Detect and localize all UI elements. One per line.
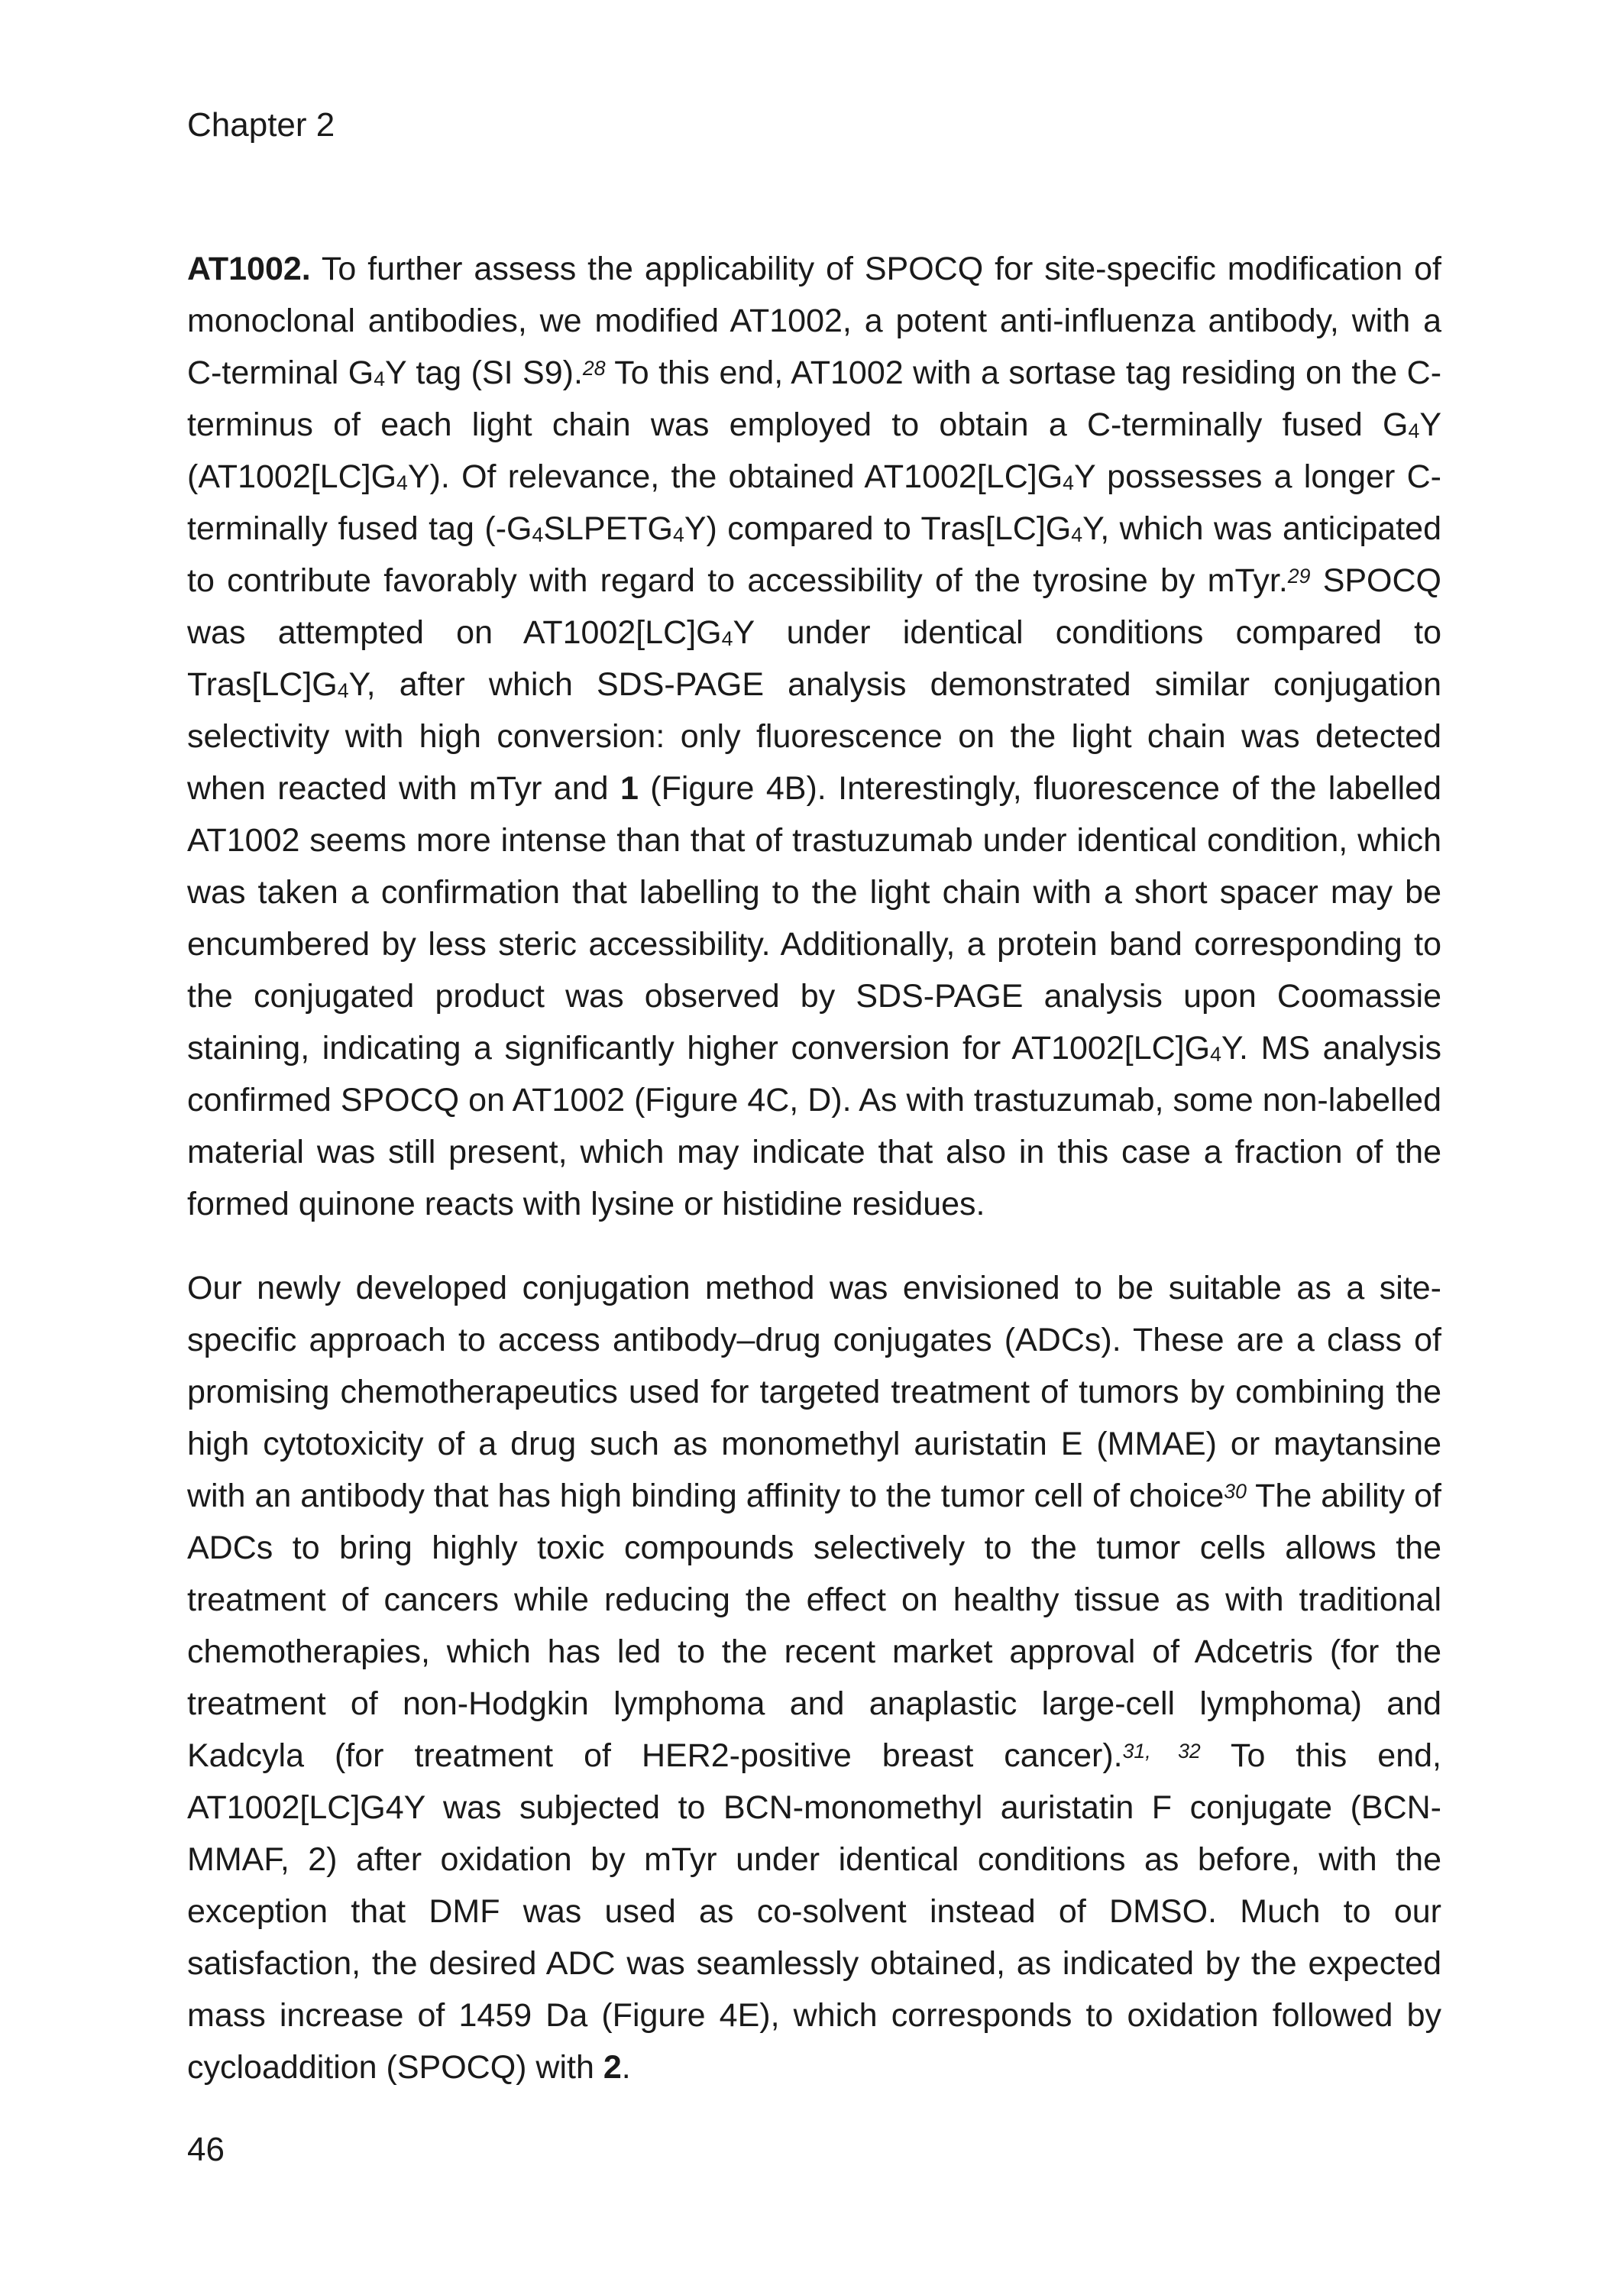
text-segment: Y. MS analysis confirmed SPOCQ on AT1002 (Figure 4C, D). As with trastuzumab, some non-labelled material was still present, which may indicate that also in this case a fraction of the formed quinone reacts with lysine or histidine residues.	[187, 1030, 1441, 1222]
text-segment: 28	[582, 356, 606, 380]
text-segment: Y tag (SI S9).	[385, 354, 583, 391]
text-segment: .	[621, 2049, 631, 2086]
text-segment: 4	[672, 523, 684, 547]
text-segment: Our newly developed conjugation method was envisioned to be suitable as a site-specific approach to access antibody–drug conjugates (ADCs). These are a class of promising chemotherapeutics used for targeted treatment of tumors by combining the high cytotoxicity of a drug such as monomethyl auristatin E (MMAE) or maytansine with an antibody that has high binding affinity to the tumor cell of choice	[187, 1270, 1441, 1514]
text-segment: SPOCQ was attempted on AT1002[LC]G	[187, 562, 1442, 651]
text-segment: 29	[1287, 564, 1311, 588]
text-segment: 4	[1071, 523, 1083, 547]
text-segment: 1	[620, 770, 639, 807]
text-segment: To further assess the applicability of SPOCQ for site-specific modification of monoclonal antibodies, we modified AT1002, a potent anti-influenza antibody, with a C-terminal G	[187, 251, 1441, 391]
chapter-header: Chapter 2	[187, 106, 335, 144]
text-segment: 4	[532, 523, 544, 547]
text-segment: 4	[1063, 471, 1074, 495]
text-segment: Y, which was anticipated to contribute favorably with regard to accessibility of the tyrosine by mTyr.	[187, 510, 1441, 599]
body-content	[187, 243, 1441, 2125]
text-segment: 4	[1408, 419, 1420, 443]
text-segment: SLPETG	[543, 510, 673, 547]
body-paragraph-2	[187, 1262, 1441, 2093]
text-segment: 30	[1224, 1479, 1247, 1503]
text-segment: Y possesses a longer C-terminally fused tag (-G	[187, 458, 1441, 547]
text-segment: 4	[721, 627, 733, 651]
text-segment: Y under identical conditions compared to Tras[LC]G	[187, 614, 1441, 703]
text-segment: Y). Of relevance, the obtained AT1002[LC]G	[407, 458, 1063, 495]
text-segment: 31, 32	[1122, 1739, 1201, 1763]
text-segment: The ability of ADCs to bring highly toxic compounds selectively to the tumor cells allows the treatment of cancers while reducing the effect on healthy tissue as with traditional chemotherapies, which has led to the recent market approval of Adcetris (for the treatment of non-Hodgkin lymphoma and anaplastic large-cell lymphoma) and Kadcyla (for treatment of HER2-positive breast cancer).	[187, 1478, 1441, 1774]
text-segment: 4	[337, 679, 349, 703]
text-segment: Y (AT1002[LC]G	[187, 406, 1441, 495]
text-segment: To this end, AT1002[LC]G4Y was subjected to BCN-monomethyl auristatin F conjugate (BCN-MMAF, 2) after oxidation by mTyr under identical conditions as before, with the exception that DMF was used as co-solvent instead of DMSO. Much to our satisfaction, the desired ADC was seamlessly obtained, as indicated by the expected mass increase of 1459 Da (Figure 4E), which corresponds to oxidation followed by cycloaddition (SPOCQ) with	[187, 1737, 1441, 2086]
text-segment: 2	[603, 2049, 622, 2086]
text-segment: To this end, AT1002 with a sortase tag residing on the C-terminus of each light chain was employed to obtain a C-terminally fused G	[187, 354, 1442, 443]
text-segment: 4	[396, 471, 408, 495]
text-segment: AT1002.	[187, 251, 311, 287]
text-segment: 4	[1210, 1043, 1221, 1067]
text-segment: Y) compared to Tras[LC]G	[684, 510, 1072, 547]
text-segment: 4	[374, 367, 386, 391]
page-number: 46	[187, 2131, 225, 2168]
body-paragraph-1	[187, 243, 1441, 1230]
text-segment: (Figure 4B). Interestingly, fluorescence of the labelled AT1002 seems more intense than that of trastuzumab under identical condition, which was taken a confirmation that labelling to the light chain with a short spacer may be encumbered by less steric accessibility. Additionally, a protein band corresponding to the conjugated product was observed by SDS-PAGE analysis upon Coomassie staining, indicating a significantly higher conversion for AT1002[LC]G	[187, 770, 1441, 1067]
text-segment: Y, after which SDS-PAGE analysis demonstrated similar conjugation selectivity with high conversion: only fluorescence on the light chain was detected when reacted with mTyr and	[187, 666, 1441, 807]
